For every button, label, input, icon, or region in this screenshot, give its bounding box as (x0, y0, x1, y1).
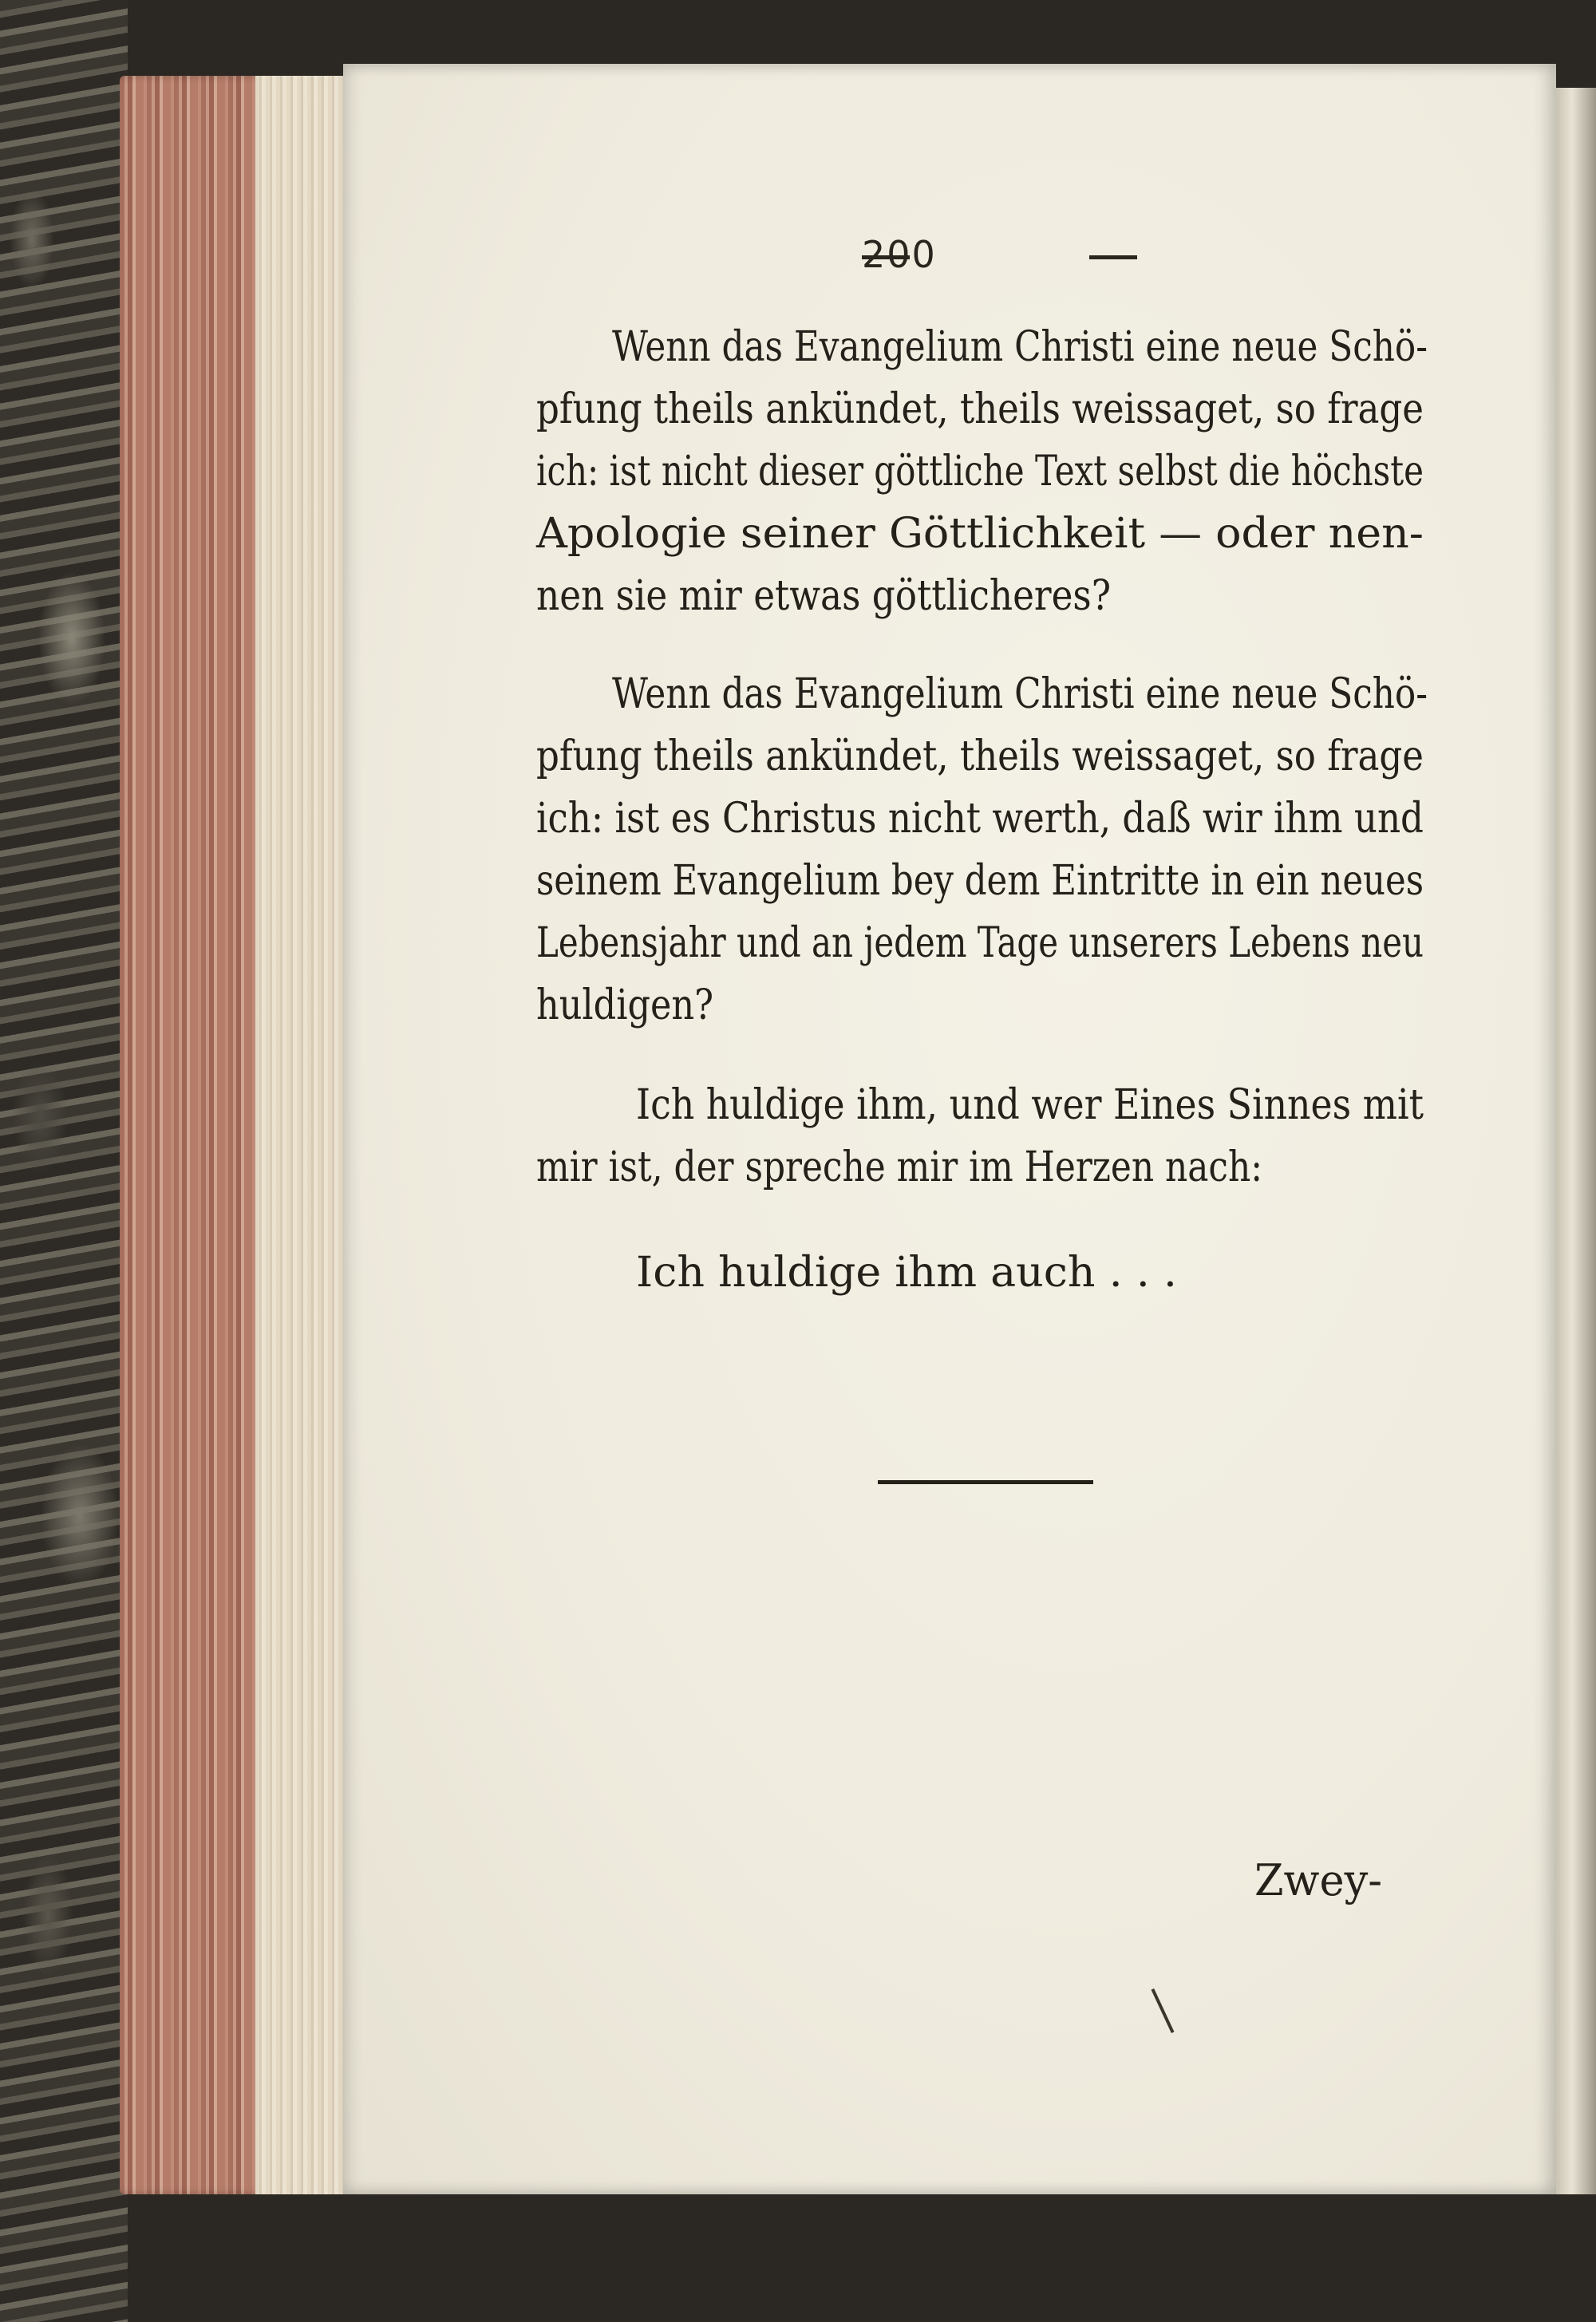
paragraph-line: Wenn das Evangelium Christi eine neue Schö- (612, 670, 1428, 718)
paragraph-line: ich: ist nicht dieser göttliche Text selbst die höchste (536, 448, 1424, 496)
paragraph-line: pfung theils ankündet, theils weissaget, so frage (536, 733, 1424, 780)
section-rule (878, 1480, 1093, 1484)
facing-page-edge (1556, 88, 1596, 2194)
paragraph-line: mir ist, der spreche mir im Herzen nach: (536, 1143, 1262, 1191)
paragraph-line: Lebensjahr und an jedem Tage unserers Lebens neu (536, 919, 1424, 967)
marbled-cover (0, 0, 128, 2322)
paragraph-line: ich: ist es Christus nicht werth, daß wir ihm und (536, 795, 1424, 843)
paragraph-line: Ich huldige ihm, und wer Eines Sinnes mit (636, 1081, 1424, 1129)
paragraph-line: pfung theils ankündet, theils weissaget, so frage (536, 385, 1424, 433)
paragraph-line: nen sie mir etwas göttlicheres? (536, 572, 1111, 620)
page-edges-light (255, 76, 343, 2194)
paragraph-line: seinem Evangelium bey dem Eintritte in ein neues (536, 857, 1424, 905)
catchword: Zwey- (1254, 1855, 1382, 1905)
page-number: 200 (862, 233, 937, 276)
paragraph-line: Wenn das Evangelium Christi eine neue Schö- (612, 323, 1428, 371)
page-number-dash-right (1089, 255, 1137, 259)
paragraph-line: Apologie seiner Göttlichkeit — oder nen- (536, 510, 1424, 558)
paragraph-line: huldigen? (536, 981, 713, 1029)
paragraph-line: Ich huldige ihm auch . . . (636, 1249, 1177, 1297)
